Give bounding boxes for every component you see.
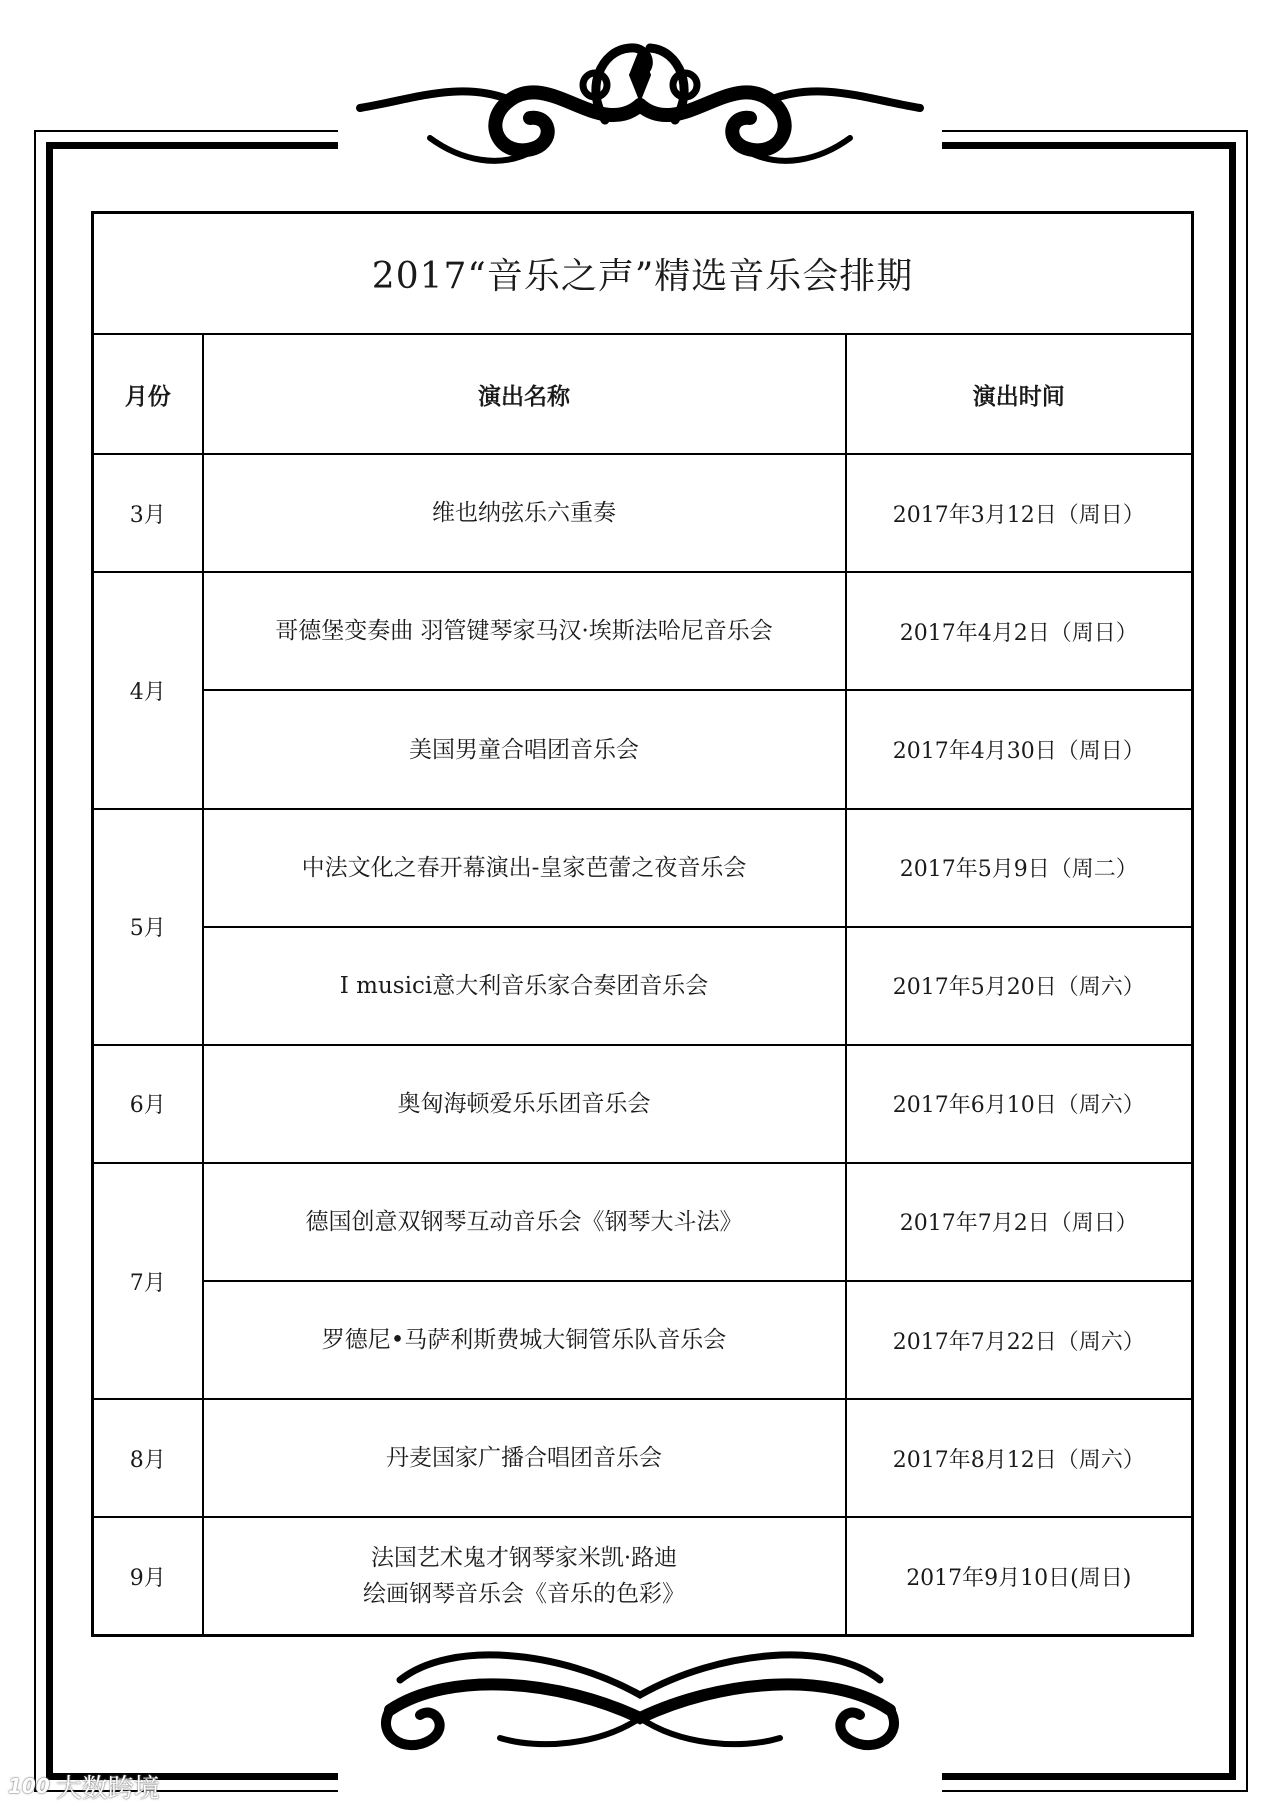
concert-time-cell: 2017年9月10日(周日) — [846, 1517, 1193, 1635]
table-row — [93, 1045, 1193, 1163]
concert-name-cell: 维也纳弦乐六重奏 — [203, 454, 846, 572]
concert-time-cell: 2017年4月2日（周日） — [846, 572, 1193, 690]
concert-name-cell — [203, 1517, 846, 1635]
header-name: 演出名称 — [203, 334, 846, 454]
concert-time-cell: 2017年7月22日（周六） — [846, 1281, 1193, 1399]
concert-name-cell: 丹麦国家广播合唱团音乐会 — [203, 1399, 846, 1517]
concert-name-cell: 美国男童合唱团音乐会 — [203, 690, 846, 808]
watermark — [8, 1770, 160, 1802]
concert-time-cell: 2017年5月20日（周六） — [846, 927, 1193, 1045]
concert-time-cell: 2017年3月12日（周日） — [846, 454, 1193, 572]
concert-name-cell: 德国创意双钢琴互动音乐会《钢琴大斗法》 — [203, 1163, 846, 1281]
month-cell: 8月 — [93, 1399, 203, 1517]
concert-time-cell: 2017年8月12日（周六） — [846, 1399, 1193, 1517]
header-time: 演出时间 — [846, 334, 1193, 454]
table-row — [93, 690, 1193, 808]
concert-schedule-table — [91, 211, 1194, 1637]
table-title: 2017“音乐之声”精选音乐会排期 — [93, 213, 1193, 335]
top-scroll-ornament — [350, 30, 930, 180]
table-row — [93, 1399, 1193, 1517]
bottom-scroll-ornament — [360, 1640, 920, 1770]
concert-name-cell: 罗德尼•马萨利斯费城大铜管乐队音乐会 — [203, 1281, 846, 1399]
month-cell: 7月 — [93, 1163, 203, 1399]
month-cell: 5月 — [93, 809, 203, 1045]
month-cell: 6月 — [93, 1045, 203, 1163]
concert-name-cell: 中法文化之春开幕演出-皇家芭蕾之夜音乐会 — [203, 809, 846, 927]
concert-time-cell: 2017年6月10日（周六） — [846, 1045, 1193, 1163]
concert-name-line: 绘画钢琴音乐会《音乐的色彩》 — [363, 1581, 685, 1608]
table-row — [93, 1281, 1193, 1399]
watermark-text: 大数跨境 — [55, 1773, 160, 1804]
table-row — [93, 454, 1193, 572]
month-cell: 3月 — [93, 454, 203, 572]
table-row — [93, 1163, 1193, 1281]
frame-gap-bottom — [338, 1768, 942, 1798]
month-cell: 9月 — [93, 1517, 203, 1635]
watermark-logo: 100 — [8, 1774, 50, 1798]
concert-time-cell: 2017年7月2日（周日） — [846, 1163, 1193, 1281]
concert-name-cell: 哥德堡变奏曲 羽管键琴家马汉·埃斯法哈尼音乐会 — [203, 572, 846, 690]
header-month: 月份 — [93, 334, 203, 454]
month-cell: 4月 — [93, 572, 203, 808]
table-row — [93, 809, 1193, 927]
concert-time-cell: 2017年5月9日（周二） — [846, 809, 1193, 927]
concert-name-cell: 奥匈海顿爱乐乐团音乐会 — [203, 1045, 846, 1163]
table-row — [93, 1517, 1193, 1635]
table-row — [93, 572, 1193, 690]
table-row — [93, 927, 1193, 1045]
concert-name-cell: I musici意大利音乐家合奏团音乐会 — [203, 927, 846, 1045]
concert-name-line: 法国艺术鬼才钢琴家米凯·路迪 — [370, 1545, 678, 1572]
concert-time-cell: 2017年4月30日（周日） — [846, 690, 1193, 808]
